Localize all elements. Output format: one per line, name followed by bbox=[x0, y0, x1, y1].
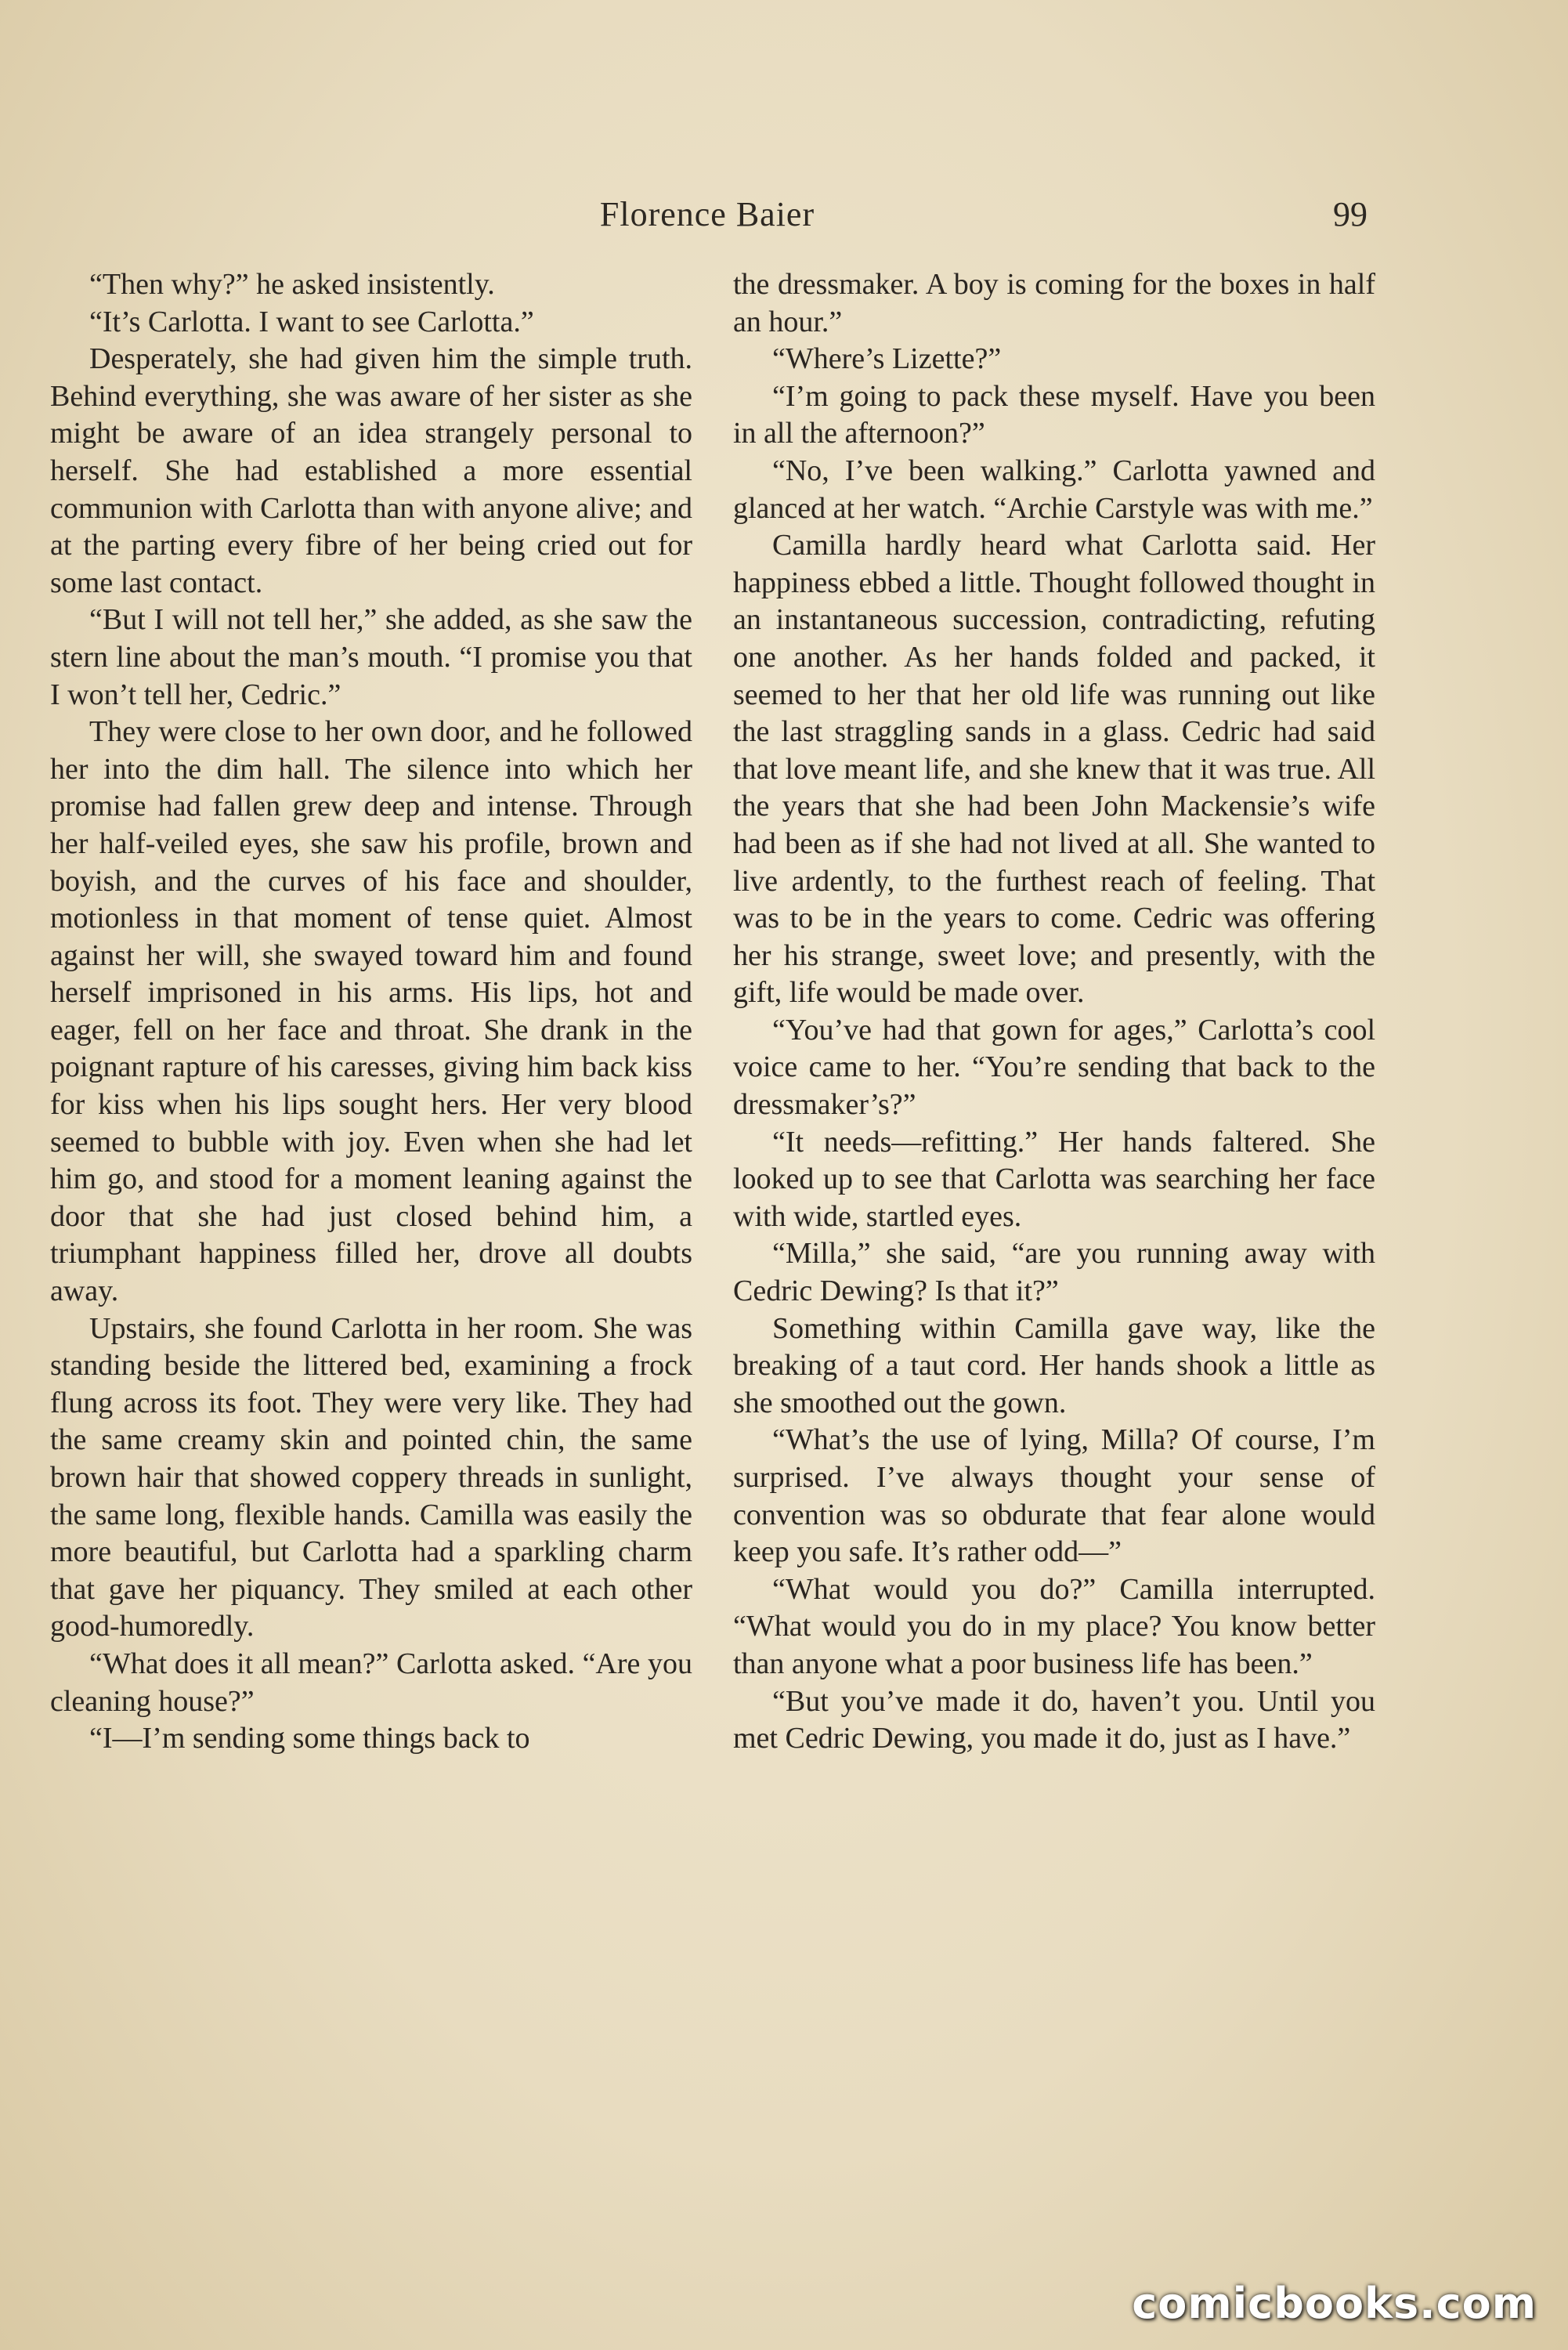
paragraph: Upstairs, she found Carlotta in her room. She was standing beside the littered bed, examining a frock flung across its foot. They were very like. They had the same creamy skin and pointed chin, the same brown hair that showed coppery threads in sunlight, the same long, flexible hands. Camilla was easily the more beautiful, but Carlotta had a sparkling charm that gave her piquancy. They smiled at each other good-humoredly. bbox=[50, 1311, 692, 1643]
paragraph: Camilla hardly heard what Carlotta said. Her happiness ebbed a little. Thought followed thought in an instantaneous succession, contradicting, refuting one another. As her hands folded and packed, it seemed to her that her old life was running out like the last straggling sands in a glass. Cedric had said that love meant life, and she knew that it was true. All the years that she had been John Mackensie’s wife had been as if she had not lived at all. She wanted to live ardently, to the furthest reach of feeling. That was to be in the years to come. Cedric was offering her his strange, sweet love; and presently, with the gift, life would be made over. bbox=[733, 529, 1375, 1010]
paragraph: “I—I’m sending some things back to bbox=[89, 1722, 530, 1755]
right-text-column bbox=[733, 266, 1375, 2162]
paragraph: “It’s Carlotta. I want to see Carlotta.” bbox=[89, 305, 534, 338]
watermark: comicbooks.com bbox=[1132, 2279, 1537, 2328]
paragraph: “Milla,” she said, “are you running away with Cedric Dewing? Is that it?” bbox=[733, 1237, 1375, 1308]
paragraph: Something within Camilla gave way, like the breaking of a taut cord. Her hands shook a little as she smoothed out the gown. bbox=[733, 1311, 1375, 1419]
page-number: 99 bbox=[1333, 195, 1367, 233]
running-head: Florence Baier bbox=[599, 195, 815, 233]
paragraph: “It needs—refitting.” Her hands faltered. She looked up to see that Carlotta was searching her face with wide, startled eyes. bbox=[733, 1125, 1375, 1233]
paragraph: “But I will not tell her,” she added, as she saw the stern line about the man’s mouth. “I promise you that I won’t tell her, Cedric.” bbox=[50, 603, 692, 711]
paragraph: Desperately, she had given him the simple truth. Behind everything, she was aware of her sister as she might be aware of an idea strangely personal to herself. She had established a more essential communion with Carlotta than with anyone alive; and at the parting every fibre of her being cried out for some last contact. bbox=[50, 342, 692, 599]
paragraph: “What does it all mean?” Carlotta asked. “Are you cleaning house?” bbox=[50, 1647, 692, 1718]
left-text-column bbox=[50, 266, 692, 2162]
paragraph: They were close to her own door, and he followed her into the dim hall. The silence into which her promise had fallen grew deep and intense. Through her half-veiled eyes, she saw his profile, brown and boyish, and the curves of his face and shoulder, motionless in that moment of tense quiet. Almost against her will, she swayed toward him and found herself imprisoned in his arms. His lips, hot and eager, fell on her face and throat. She drank in the poignant rapture of his caresses, giving him back kiss for kiss when his lips sought hers. Her very blood seemed to bubble with joy. Even when she had let him go, and stood for a moment leaning against the door that she had just closed behind him, a triumphant happiness filled her, drove all doubts away. bbox=[50, 715, 692, 1308]
paragraph: “I’m going to pack these myself. Have you been in all the afternoon?” bbox=[733, 379, 1375, 450]
paragraph: “No, I’ve been walking.” Carlotta yawned and glanced at her watch. “Archie Carstyle was with me.” bbox=[733, 454, 1375, 525]
paragraph: “What’s the use of lying, Milla? Of course, I’m surprised. I’ve always thought your sense of convention was so obdurate that fear alone would keep you safe. It’s rather odd—” bbox=[733, 1423, 1375, 1569]
paragraph: “What would you do?” Camilla interrupted. “What would you do in my place? You know better than anyone what a poor business life has been.” bbox=[733, 1572, 1375, 1680]
paragraph: “But you’ve made it do, haven’t you. Until you met Cedric Dewing, you made it do, just as I have.” bbox=[733, 1684, 1375, 1755]
paragraph-continued: the dressmaker. A boy is coming for the boxes in half an hour.” bbox=[733, 268, 1375, 338]
paragraph: “Where’s Lizette?” bbox=[772, 342, 1002, 376]
paragraph: “Then why?” he asked insistently. bbox=[89, 268, 495, 301]
paragraph: “You’ve had that gown for ages,” Carlotta’s cool voice came to her. “You’re sending that back to the dressmaker’s?” bbox=[733, 1013, 1375, 1122]
